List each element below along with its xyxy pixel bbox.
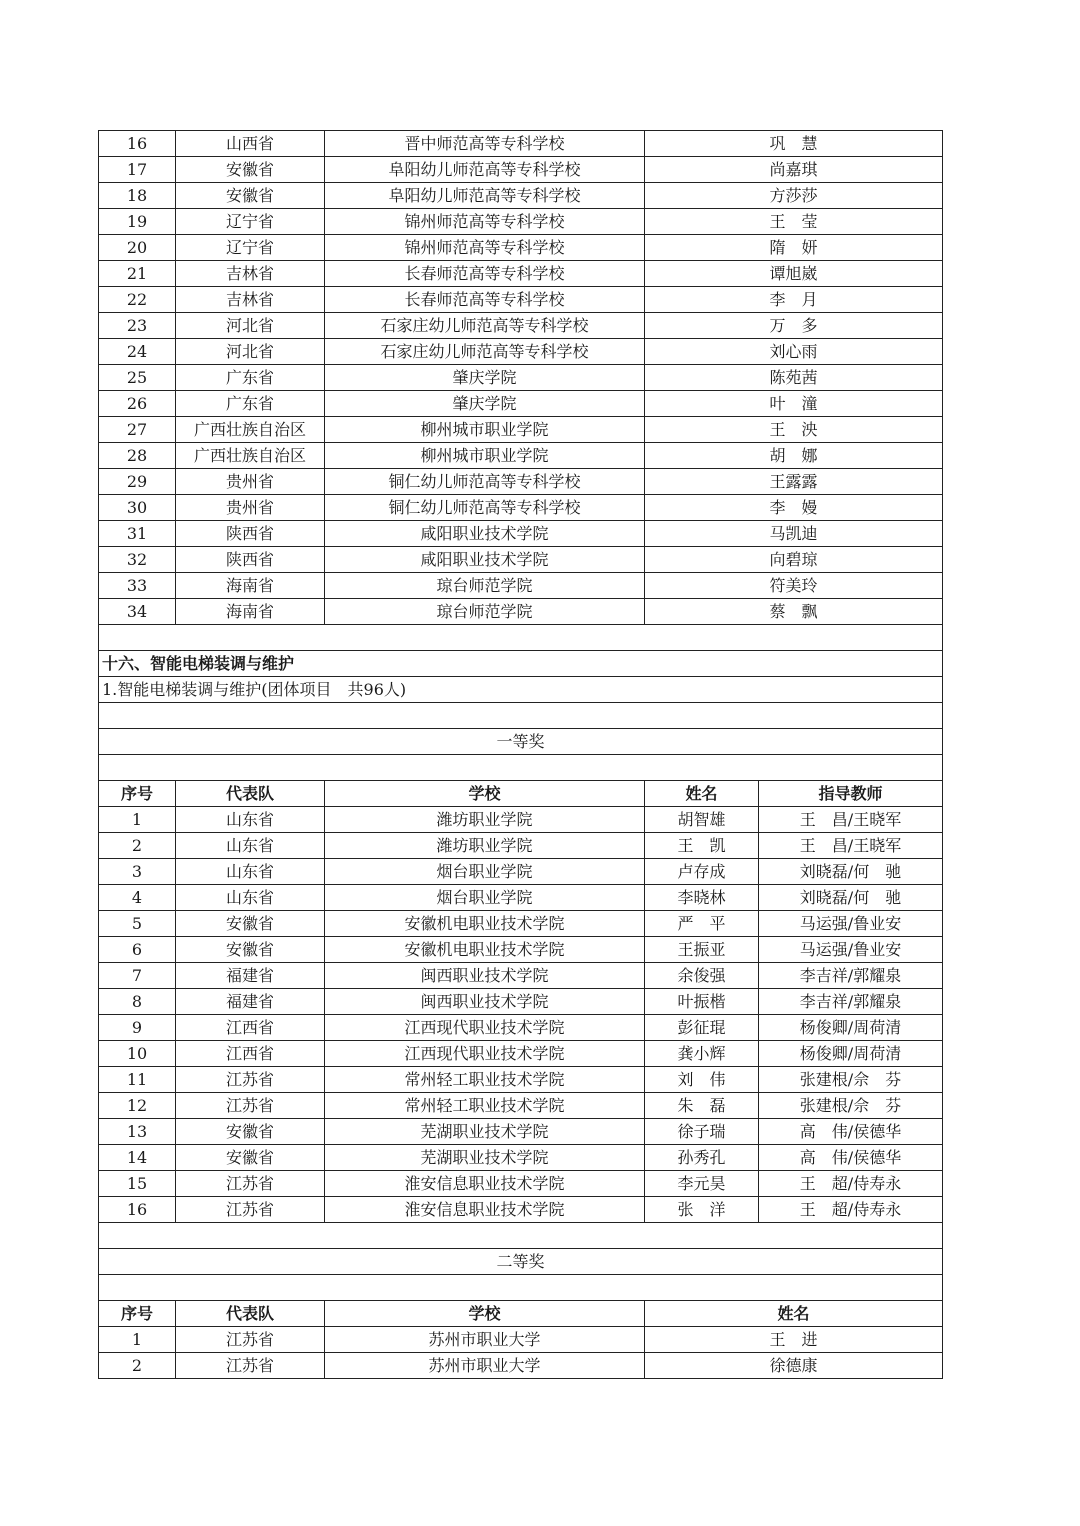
row-number: 17	[99, 157, 176, 183]
row-number: 19	[99, 209, 176, 235]
school-cell: 铜仁幼儿师范高等专科学校	[325, 469, 645, 495]
team-cell: 安徽省	[176, 183, 325, 209]
blank-row	[99, 703, 943, 729]
section-title-row	[99, 651, 943, 677]
row-number: 23	[99, 313, 176, 339]
row-number: 15	[99, 1171, 176, 1197]
row-number: 4	[99, 885, 176, 911]
teacher-cell: 王 昌/王晓军	[759, 807, 943, 833]
school-cell: 铜仁幼儿师范高等专科学校	[325, 495, 645, 521]
table-row	[99, 1093, 943, 1119]
second-prize-label: 二等奖	[99, 1249, 943, 1275]
table-row	[99, 521, 943, 547]
team-cell: 贵州省	[176, 469, 325, 495]
team-cell: 福建省	[176, 989, 325, 1015]
subsection-title: 1.智能电梯装调与维护(团体项目 共96人)	[99, 677, 943, 703]
header-team: 代表队	[176, 781, 325, 807]
school-cell: 咸阳职业技术学院	[325, 521, 645, 547]
table-row	[99, 937, 943, 963]
name-cell: 李 月	[645, 287, 943, 313]
table-row	[99, 365, 943, 391]
name-cell: 方莎莎	[645, 183, 943, 209]
school-cell: 烟台职业学院	[325, 859, 645, 885]
school-cell: 锦州师范高等专科学校	[325, 235, 645, 261]
table-row	[99, 599, 943, 625]
name-cell: 严 平	[645, 911, 759, 937]
results-table-body	[99, 131, 943, 1379]
blank-row	[99, 755, 943, 781]
team-cell: 辽宁省	[176, 235, 325, 261]
table-row	[99, 131, 943, 157]
table-header	[99, 1301, 943, 1327]
table-row	[99, 1041, 943, 1067]
table-row	[99, 911, 943, 937]
row-number: 2	[99, 833, 176, 859]
name-cell: 王振亚	[645, 937, 759, 963]
row-number: 2	[99, 1353, 176, 1379]
name-cell: 叶振楷	[645, 989, 759, 1015]
row-number: 29	[99, 469, 176, 495]
name-cell: 符美玲	[645, 573, 943, 599]
name-cell: 马凯迪	[645, 521, 943, 547]
header-name: 姓名	[645, 781, 759, 807]
row-number: 31	[99, 521, 176, 547]
table-row	[99, 391, 943, 417]
row-number: 32	[99, 547, 176, 573]
team-cell: 江西省	[176, 1015, 325, 1041]
name-cell: 蔡 飘	[645, 599, 943, 625]
team-cell: 福建省	[176, 963, 325, 989]
name-cell: 卢存成	[645, 859, 759, 885]
table-row	[99, 989, 943, 1015]
school-cell: 石家庄幼儿师范高等专科学校	[325, 313, 645, 339]
team-cell: 江苏省	[176, 1197, 325, 1223]
name-cell: 胡智雄	[645, 807, 759, 833]
row-number: 16	[99, 1197, 176, 1223]
name-cell: 李晓林	[645, 885, 759, 911]
team-cell: 江苏省	[176, 1171, 325, 1197]
blank-row	[99, 1275, 943, 1301]
blank-cell	[99, 703, 943, 729]
table-row	[99, 261, 943, 287]
name-cell: 张 洋	[645, 1197, 759, 1223]
name-cell: 巩 慧	[645, 131, 943, 157]
name-cell: 王露露	[645, 469, 943, 495]
row-number: 34	[99, 599, 176, 625]
teacher-cell: 高 伟/侯德华	[759, 1145, 943, 1171]
team-cell: 安徽省	[176, 911, 325, 937]
table-row	[99, 573, 943, 599]
teacher-cell: 刘晓磊/何 驰	[759, 885, 943, 911]
table-row	[99, 1119, 943, 1145]
team-cell: 山东省	[176, 859, 325, 885]
name-cell: 李 嫚	[645, 495, 943, 521]
name-cell: 龚小辉	[645, 1041, 759, 1067]
school-cell: 长春师范高等专科学校	[325, 287, 645, 313]
row-number: 13	[99, 1119, 176, 1145]
row-number: 9	[99, 1015, 176, 1041]
table-row	[99, 885, 943, 911]
name-cell: 隋 妍	[645, 235, 943, 261]
name-cell: 彭征琨	[645, 1015, 759, 1041]
name-cell: 朱 磊	[645, 1093, 759, 1119]
school-cell: 肇庆学院	[325, 365, 645, 391]
row-number: 7	[99, 963, 176, 989]
school-cell: 长春师范高等专科学校	[325, 261, 645, 287]
name-cell: 尚嘉琪	[645, 157, 943, 183]
header-school: 学校	[325, 781, 645, 807]
name-cell: 王 进	[645, 1327, 943, 1353]
school-cell: 江西现代职业技术学院	[325, 1015, 645, 1041]
row-number: 30	[99, 495, 176, 521]
teacher-cell: 李吉祥/郭耀泉	[759, 963, 943, 989]
team-cell: 安徽省	[176, 157, 325, 183]
table-row	[99, 1327, 943, 1353]
teacher-cell: 王 超/侍寿永	[759, 1197, 943, 1223]
team-cell: 山西省	[176, 131, 325, 157]
row-number: 11	[99, 1067, 176, 1093]
table-row	[99, 1145, 943, 1171]
blank-cell	[99, 1275, 943, 1301]
school-cell: 芜湖职业技术学院	[325, 1145, 645, 1171]
name-cell: 李元昊	[645, 1171, 759, 1197]
school-cell: 柳州城市职业学院	[325, 443, 645, 469]
school-cell: 琼台师范学院	[325, 573, 645, 599]
row-number: 5	[99, 911, 176, 937]
table-row	[99, 1171, 943, 1197]
school-cell: 潍坊职业学院	[325, 807, 645, 833]
team-cell: 江苏省	[176, 1327, 325, 1353]
table-row	[99, 1197, 943, 1223]
team-cell: 江西省	[176, 1041, 325, 1067]
team-cell: 广东省	[176, 391, 325, 417]
team-cell: 江苏省	[176, 1093, 325, 1119]
table-row	[99, 209, 943, 235]
school-cell: 常州轻工职业技术学院	[325, 1093, 645, 1119]
header-school: 学校	[325, 1301, 645, 1327]
first-prize-label: 一等奖	[99, 729, 943, 755]
school-cell: 闽西职业技术学院	[325, 989, 645, 1015]
team-cell: 山东省	[176, 885, 325, 911]
teacher-cell: 刘晓磊/何 驰	[759, 859, 943, 885]
table-row	[99, 183, 943, 209]
team-cell: 陕西省	[176, 521, 325, 547]
row-number: 8	[99, 989, 176, 1015]
name-cell: 向碧琼	[645, 547, 943, 573]
team-cell: 吉林省	[176, 261, 325, 287]
name-cell: 胡 娜	[645, 443, 943, 469]
results-table	[98, 130, 943, 1379]
name-cell: 叶 潼	[645, 391, 943, 417]
school-cell: 烟台职业学院	[325, 885, 645, 911]
team-cell: 山东省	[176, 833, 325, 859]
school-cell: 淮安信息职业技术学院	[325, 1197, 645, 1223]
teacher-cell: 李吉祥/郭耀泉	[759, 989, 943, 1015]
header-team: 代表队	[176, 1301, 325, 1327]
team-cell: 广西壮族自治区	[176, 443, 325, 469]
row-number: 14	[99, 1145, 176, 1171]
table-row	[99, 313, 943, 339]
table-header	[99, 781, 943, 807]
team-cell: 陕西省	[176, 547, 325, 573]
team-cell: 山东省	[176, 807, 325, 833]
team-cell: 广东省	[176, 365, 325, 391]
team-cell: 安徽省	[176, 1119, 325, 1145]
school-cell: 潍坊职业学院	[325, 833, 645, 859]
table-row	[99, 287, 943, 313]
first-prize-row	[99, 729, 943, 755]
teacher-cell: 高 伟/侯德华	[759, 1119, 943, 1145]
table-row	[99, 417, 943, 443]
name-cell: 徐德康	[645, 1353, 943, 1379]
school-cell: 阜阳幼儿师范高等专科学校	[325, 183, 645, 209]
row-number: 20	[99, 235, 176, 261]
section-title: 十六、智能电梯装调与维护	[99, 651, 943, 677]
school-cell: 阜阳幼儿师范高等专科学校	[325, 157, 645, 183]
row-number: 22	[99, 287, 176, 313]
school-cell: 淮安信息职业技术学院	[325, 1171, 645, 1197]
row-number: 25	[99, 365, 176, 391]
school-cell: 晋中师范高等专科学校	[325, 131, 645, 157]
team-cell: 河北省	[176, 339, 325, 365]
row-number: 28	[99, 443, 176, 469]
teacher-cell: 杨俊卿/周荷清	[759, 1041, 943, 1067]
school-cell: 闽西职业技术学院	[325, 963, 645, 989]
teacher-cell: 杨俊卿/周荷清	[759, 1015, 943, 1041]
row-number: 26	[99, 391, 176, 417]
team-cell: 辽宁省	[176, 209, 325, 235]
row-number: 6	[99, 937, 176, 963]
school-cell: 锦州师范高等专科学校	[325, 209, 645, 235]
row-number: 10	[99, 1041, 176, 1067]
team-cell: 海南省	[176, 599, 325, 625]
table-row	[99, 1353, 943, 1379]
table-row	[99, 235, 943, 261]
row-number: 21	[99, 261, 176, 287]
school-cell: 安徽机电职业技术学院	[325, 937, 645, 963]
teacher-cell: 张建根/佘 芬	[759, 1067, 943, 1093]
row-number: 27	[99, 417, 176, 443]
school-cell: 咸阳职业技术学院	[325, 547, 645, 573]
blank-cell	[99, 755, 943, 781]
teacher-cell: 王 昌/王晓军	[759, 833, 943, 859]
row-number: 3	[99, 859, 176, 885]
table-row	[99, 157, 943, 183]
row-number: 33	[99, 573, 176, 599]
row-number: 1	[99, 807, 176, 833]
school-cell: 石家庄幼儿师范高等专科学校	[325, 339, 645, 365]
table-row	[99, 547, 943, 573]
name-cell: 陈苑茜	[645, 365, 943, 391]
school-cell: 琼台师范学院	[325, 599, 645, 625]
table-row	[99, 833, 943, 859]
teacher-cell: 马运强/鲁业安	[759, 937, 943, 963]
table-row	[99, 1015, 943, 1041]
name-cell: 孙秀孔	[645, 1145, 759, 1171]
school-cell: 苏州市职业大学	[325, 1353, 645, 1379]
row-number: 1	[99, 1327, 176, 1353]
subsection-title-row	[99, 677, 943, 703]
header-no: 序号	[99, 1301, 176, 1327]
table-row	[99, 859, 943, 885]
table-row	[99, 1067, 943, 1093]
teacher-cell: 张建根/佘 芬	[759, 1093, 943, 1119]
table-row	[99, 963, 943, 989]
row-number: 12	[99, 1093, 176, 1119]
name-cell: 王 莹	[645, 209, 943, 235]
school-cell: 江西现代职业技术学院	[325, 1041, 645, 1067]
team-cell: 安徽省	[176, 1145, 325, 1171]
name-cell: 刘心雨	[645, 339, 943, 365]
school-cell: 柳州城市职业学院	[325, 417, 645, 443]
school-cell: 芜湖职业技术学院	[325, 1119, 645, 1145]
name-cell: 谭旭崴	[645, 261, 943, 287]
name-cell: 徐子瑞	[645, 1119, 759, 1145]
teacher-cell: 王 超/侍寿永	[759, 1171, 943, 1197]
header-teacher: 指导教师	[759, 781, 943, 807]
table-row	[99, 807, 943, 833]
team-cell: 贵州省	[176, 495, 325, 521]
team-cell: 江苏省	[176, 1353, 325, 1379]
team-cell: 江苏省	[176, 1067, 325, 1093]
name-cell: 余俊强	[645, 963, 759, 989]
row-number: 24	[99, 339, 176, 365]
blank-cell	[99, 1223, 943, 1249]
team-cell: 安徽省	[176, 937, 325, 963]
row-number: 18	[99, 183, 176, 209]
blank-row	[99, 1223, 943, 1249]
team-cell: 海南省	[176, 573, 325, 599]
second-prize-row	[99, 1249, 943, 1275]
name-cell: 万 多	[645, 313, 943, 339]
table-row	[99, 495, 943, 521]
team-cell: 吉林省	[176, 287, 325, 313]
table-row	[99, 339, 943, 365]
name-cell: 王 泱	[645, 417, 943, 443]
table-row	[99, 443, 943, 469]
team-cell: 广西壮族自治区	[176, 417, 325, 443]
teacher-cell: 马运强/鲁业安	[759, 911, 943, 937]
school-cell: 苏州市职业大学	[325, 1327, 645, 1353]
school-cell: 常州轻工职业技术学院	[325, 1067, 645, 1093]
row-number: 16	[99, 131, 176, 157]
name-cell: 王 凯	[645, 833, 759, 859]
name-cell: 刘 伟	[645, 1067, 759, 1093]
school-cell: 肇庆学院	[325, 391, 645, 417]
team-cell: 河北省	[176, 313, 325, 339]
blank-cell	[99, 625, 943, 651]
blank-row	[99, 625, 943, 651]
school-cell: 安徽机电职业技术学院	[325, 911, 645, 937]
header-no: 序号	[99, 781, 176, 807]
table-row	[99, 469, 943, 495]
header-name: 姓名	[645, 1301, 943, 1327]
